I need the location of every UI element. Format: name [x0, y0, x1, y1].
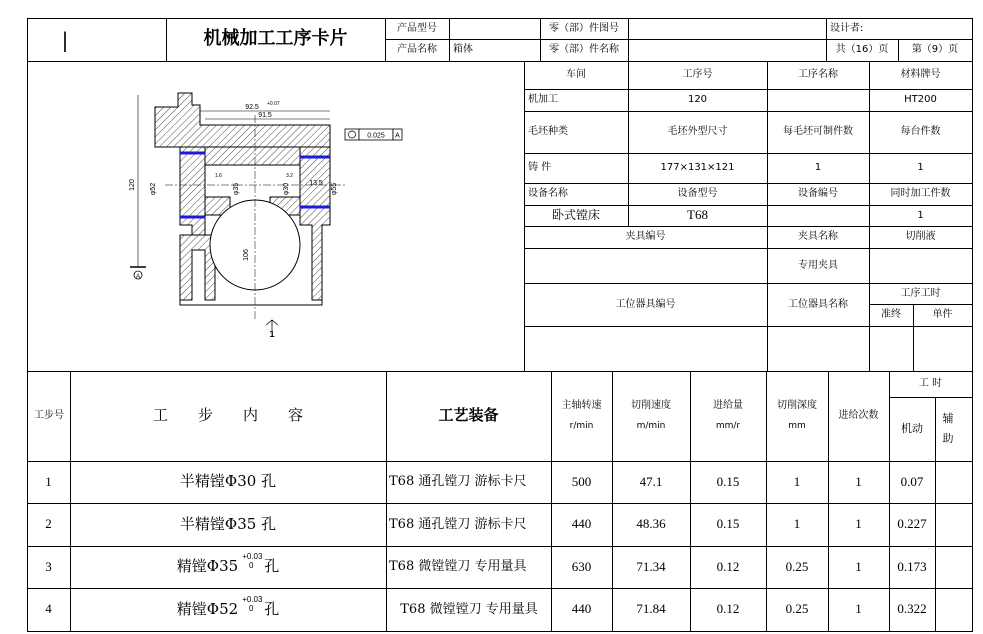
- part-drawing-value: [628, 18, 826, 39]
- part-name-label: 零（部）件名称: [549, 44, 619, 56]
- tolerance: +0.03 0: [242, 552, 263, 570]
- blank-type-value: 铸 件: [528, 162, 552, 174]
- step-machine-time: 0.07: [900, 473, 924, 489]
- part-section-drawing: [30, 85, 410, 345]
- spindle-speed-label: 主轴转速: [561, 400, 602, 411]
- per-piece-label: 单件: [932, 309, 953, 321]
- roughness-1-6: 1.6: [215, 173, 222, 179]
- spindle-speed-unit: r/min: [569, 421, 594, 431]
- part-name-value: [628, 39, 826, 61]
- fixture-no-label: 夹具编号: [625, 231, 666, 243]
- step-content: 半精镗Φ30 孔: [179, 472, 277, 491]
- station-tool-no-label: 工位器具编号: [615, 298, 676, 310]
- col-time: 工 时: [918, 378, 943, 390]
- equip-no-value: [767, 205, 869, 226]
- feed-unit: mm/r: [715, 421, 741, 431]
- step-cutting-speed: 47.1: [639, 473, 663, 489]
- col-equipment: 工艺装备: [438, 406, 499, 425]
- roughness-3-2: 3.2: [286, 173, 293, 179]
- blank-size-label: 毛坯外型尺寸: [667, 126, 728, 138]
- fixture-name-label: 夹具名称: [798, 231, 838, 243]
- step-machine-time: 0.322: [897, 601, 927, 617]
- dim-120: 120: [129, 179, 136, 191]
- parts-per-unit-label: 每台件数: [900, 126, 941, 138]
- step-content: 半精镗Φ35 孔: [179, 514, 277, 533]
- step-feed: 0.15: [716, 516, 740, 532]
- workshop-value: 机加工: [528, 94, 558, 106]
- designer-label: 设计者:: [830, 22, 864, 34]
- col-spindle-speed: [551, 371, 612, 461]
- dim-55: φ55: [331, 182, 338, 196]
- cutting-speed-unit: m/min: [636, 421, 666, 431]
- col-cutting-speed: [612, 371, 690, 461]
- tolerance-value: 0.025: [367, 132, 385, 140]
- step-equipment: T68 微镗镗刀 专用量具: [400, 601, 538, 617]
- step-passes: 1: [855, 473, 862, 489]
- step-no: 2: [45, 516, 52, 532]
- step-feed: 0.12: [716, 601, 740, 617]
- prep-end-label: 准终: [881, 309, 901, 321]
- op-time-label: 工序工时: [900, 287, 941, 299]
- tolerance-datum: A: [395, 132, 400, 140]
- step-speed: 440: [571, 601, 592, 617]
- step-passes: 1: [855, 558, 862, 574]
- equip-no-label: 设备编号: [798, 188, 838, 200]
- workshop-label: 车间: [566, 69, 586, 81]
- step-equipment: T68 微镗镗刀 专用量具: [389, 559, 527, 574]
- step-depth: 1: [793, 516, 801, 532]
- step-no: 4: [45, 601, 52, 617]
- step-content: 精镗Φ52 +0.03 0 孔: [176, 594, 280, 618]
- step-machine-time: 0.227: [897, 516, 927, 532]
- dim-13-5: 13.5: [309, 180, 323, 187]
- col-content: 工 步 内 容: [152, 406, 303, 425]
- dim-35: φ35: [233, 182, 240, 196]
- blank-type-label: 毛坯种类: [528, 126, 568, 138]
- logo-mark: |: [61, 27, 69, 52]
- part-drawing-label: 零（部）件图号: [549, 22, 619, 34]
- step-feed: 0.12: [716, 558, 740, 574]
- depth-label: 切削深度: [777, 400, 817, 411]
- step-depth: 0.25: [785, 558, 809, 574]
- coolant-label: 切削液: [905, 231, 936, 243]
- product-model-value: [449, 18, 540, 39]
- col-feed: [690, 371, 766, 461]
- page-title: 机械加工工序卡片: [203, 28, 348, 50]
- equip-model-label: 设备型号: [677, 188, 718, 200]
- step-speed: 500: [571, 473, 592, 489]
- blank-size-value: 177×131×121: [660, 162, 735, 174]
- step-speed: 440: [571, 516, 592, 532]
- col-step-no: 工步号: [34, 410, 64, 421]
- col-passes: 进给次数: [838, 410, 879, 422]
- dim-92-5-tol: +0.07: [267, 101, 280, 107]
- dim-91-5: 91.5: [258, 112, 272, 119]
- station-tool-name-label: 工位器具名称: [788, 298, 848, 310]
- step-content: 精镗Φ35 +0.03 0 孔: [176, 552, 280, 576]
- step-no: 1: [45, 473, 52, 489]
- step-cutting-speed: 71.84: [636, 601, 666, 617]
- parts-per-blank-label: 每毛坯可制件数: [783, 126, 853, 138]
- step-machine-time: 0.173: [897, 558, 927, 574]
- step-equipment: T68 通孔镗刀 游标卡尺: [389, 474, 527, 489]
- tolerance: +0.03 0: [242, 594, 263, 613]
- dim-52: φ52: [150, 182, 157, 196]
- step-depth: 0.25: [785, 601, 809, 617]
- product-name-value: 箱体: [453, 44, 473, 56]
- col-depth: [766, 371, 828, 461]
- feed-label: 进给量: [713, 400, 743, 411]
- equip-name-value: 卧式镗床: [551, 207, 600, 222]
- dim-92-5: 92.5: [245, 104, 259, 111]
- equip-model-value: T68: [687, 207, 708, 223]
- section-label: 1: [269, 329, 275, 339]
- fixture-name-value: 专用夹具: [798, 259, 838, 271]
- step-speed: 630: [571, 558, 592, 574]
- op-no-label: 工序号: [682, 69, 713, 81]
- page-number: 第（9）页: [911, 44, 959, 56]
- product-model-label: 产品型号: [397, 22, 437, 34]
- step-no: 3: [45, 558, 52, 574]
- simul-parts-label: 同时加工件数: [890, 188, 951, 200]
- step-feed: 0.15: [716, 473, 740, 489]
- dim-30: φ30: [283, 182, 290, 196]
- step-depth: 1: [793, 473, 801, 489]
- step-passes: 1: [855, 601, 862, 617]
- total-pages: 共（16）页: [835, 44, 889, 56]
- cutting-speed-label: 切削速度: [631, 400, 671, 411]
- step-cutting-speed: 48.36: [636, 516, 666, 532]
- dim-106: 106: [243, 249, 250, 261]
- step-cutting-speed: 71.34: [636, 558, 666, 574]
- op-no-value: 120: [687, 94, 708, 106]
- material-label: 材料牌号: [900, 69, 941, 81]
- product-name-label: 产品名称: [397, 44, 437, 56]
- datum-label: A: [135, 274, 141, 280]
- equip-name-label: 设备名称: [528, 188, 568, 200]
- step-equipment: T68 通孔镗刀 游标卡尺: [389, 516, 527, 532]
- depth-unit: mm: [788, 421, 806, 431]
- op-name-value: [767, 89, 869, 111]
- step-passes: 1: [855, 516, 862, 532]
- material-value: HT200: [904, 94, 937, 106]
- col-machine-time: 机动: [901, 421, 923, 435]
- col-aux-time: 辅助: [942, 412, 954, 445]
- op-name-label: 工序名称: [798, 69, 838, 81]
- parts-per-blank-value: 1: [814, 162, 822, 174]
- parts-per-unit-value: 1: [917, 162, 924, 174]
- simul-parts-value: 1: [917, 209, 924, 221]
